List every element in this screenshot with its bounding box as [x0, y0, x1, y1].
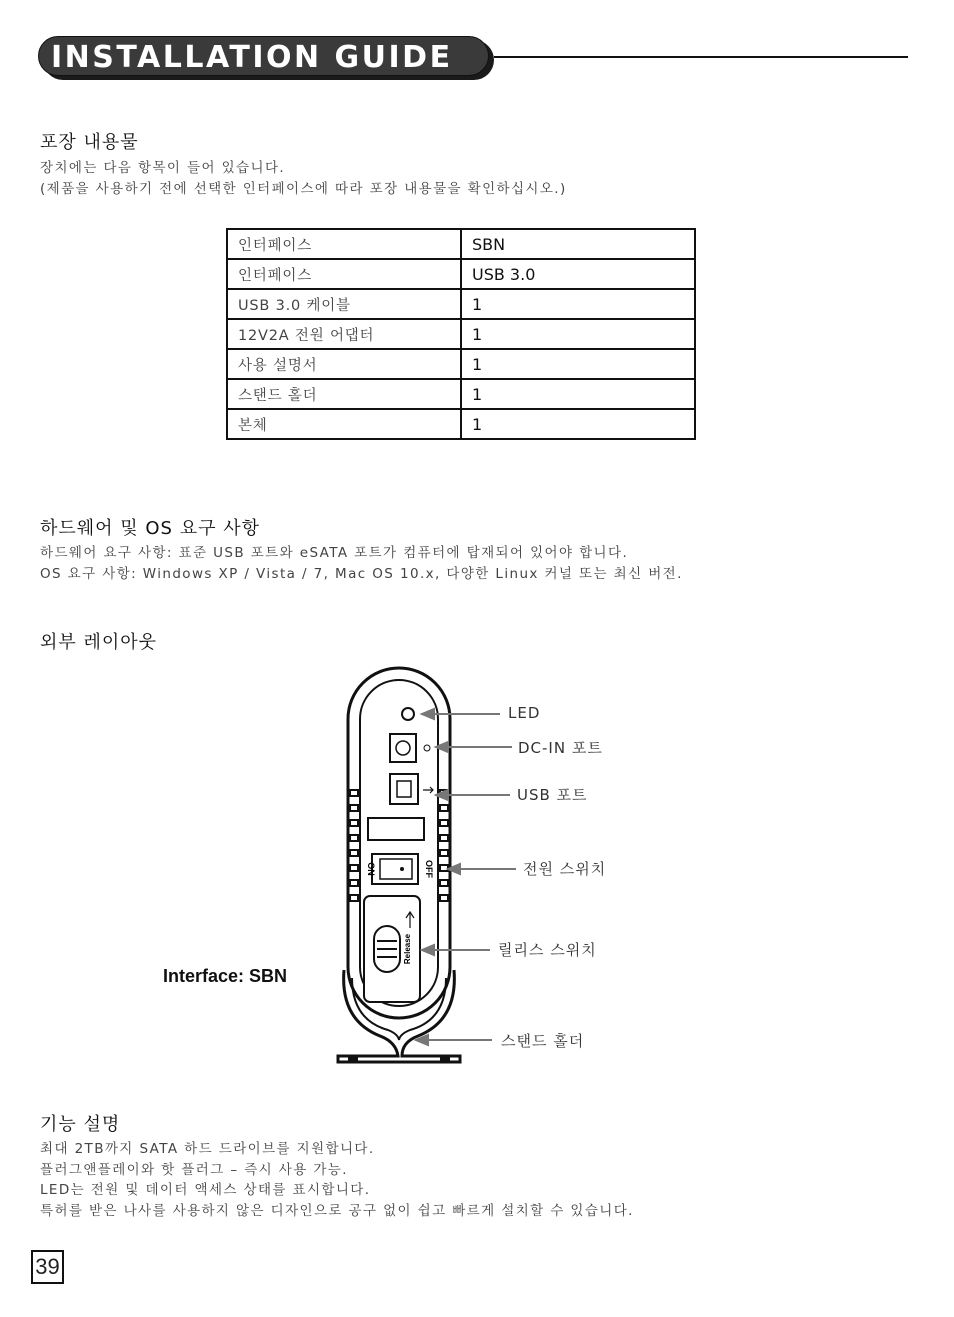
label-usb: USB 포트	[517, 786, 588, 804]
table-cell-item: 12V2A 전원 어댑터	[227, 319, 461, 349]
page-title: INSTALLATION GUIDE	[51, 40, 453, 75]
table-row	[227, 349, 695, 379]
label-led: LED	[508, 704, 541, 722]
title-banner	[38, 36, 494, 80]
requirements-line-1: 하드웨어 요구 사항: 표준 USB 포트와 eSATA 포트가 컴퓨터에 탑재되어 있어야 합니다.	[40, 545, 629, 561]
feature-line: 최대 2TB까지 SATA 하드 드라이브를 지원합니다.	[40, 1141, 375, 1157]
table-row	[227, 379, 695, 409]
feature-line: 특허를 받은 나사를 사용하지 않은 디자인으로 공구 없이 쉽고 빠르게 설치할 수 있습니다.	[40, 1203, 634, 1219]
table-cell-value: 1	[461, 349, 695, 379]
label-release-switch: 릴리스 스위치	[498, 941, 597, 959]
table-cell-item: 본체	[227, 409, 461, 439]
package-table	[226, 228, 696, 440]
power-switch-dot-icon	[400, 867, 404, 871]
table-cell-value: USB 3.0	[461, 259, 695, 289]
table-cell-value: SBN	[461, 229, 695, 259]
table-cell-value: 1	[461, 289, 695, 319]
table-cell-item: 인터페이스	[227, 229, 461, 259]
label-stand-holder: 스탠드 홀더	[501, 1032, 585, 1050]
table-cell-item: 사용 설명서	[227, 349, 461, 379]
interface-label: Interface: SBN	[163, 966, 288, 986]
table-row	[227, 409, 695, 439]
package-line-1: 장치에는 다음 항목이 들어 있습니다.	[40, 160, 286, 176]
table-row	[227, 229, 695, 259]
vent-slot	[368, 818, 424, 840]
requirements-line-2: OS 요구 사항: Windows XP / Vista / 7, Mac OS 10.x, 다양한 Linux 커널 또는 최신 버전.	[40, 566, 683, 582]
label-dc-in: DC-IN 포트	[518, 739, 603, 757]
table-row	[227, 289, 695, 319]
power-switch-rocker	[380, 859, 412, 879]
table-cell-value: 1	[461, 379, 695, 409]
switch-off-label: OFF	[424, 860, 434, 878]
table-cell-item: 스탠드 홀더	[227, 379, 461, 409]
feature-line: LED는 전원 및 데이터 액세스 상태를 표시합니다.	[40, 1182, 371, 1198]
usb-b-connector-icon	[397, 781, 411, 797]
features-heading: 기능 설명	[40, 1114, 121, 1135]
switch-on-label: ON	[366, 862, 376, 876]
table-row	[227, 319, 695, 349]
label-power-switch: 전원 스위치	[523, 860, 607, 878]
package-line-2: (제품을 사용하기 전에 선택한 인터페이스에 따라 포장 내용물을 확인하십시오.)	[40, 181, 567, 197]
table-cell-value: 1	[461, 409, 695, 439]
release-text: Release	[403, 933, 412, 965]
page-number: 39	[31, 1250, 64, 1284]
led-icon	[402, 708, 414, 720]
banner-pill	[38, 36, 489, 76]
table-cell-item: 인터페이스	[227, 259, 461, 289]
title-rule	[494, 56, 908, 58]
package-heading: 포장 내용물	[40, 132, 139, 153]
requirements-heading: 하드웨어 및 OS 요구 사항	[40, 518, 260, 539]
table-row	[227, 259, 695, 289]
layout-heading: 외부 레이아웃	[40, 632, 158, 653]
feature-line: 플러그앤플레이와 핫 플러그 – 즉시 사용 가능.	[40, 1162, 348, 1178]
dc-in-jack-icon	[396, 741, 410, 755]
table-cell-item: USB 3.0 케이블	[227, 289, 461, 319]
table-cell-value: 1	[461, 319, 695, 349]
